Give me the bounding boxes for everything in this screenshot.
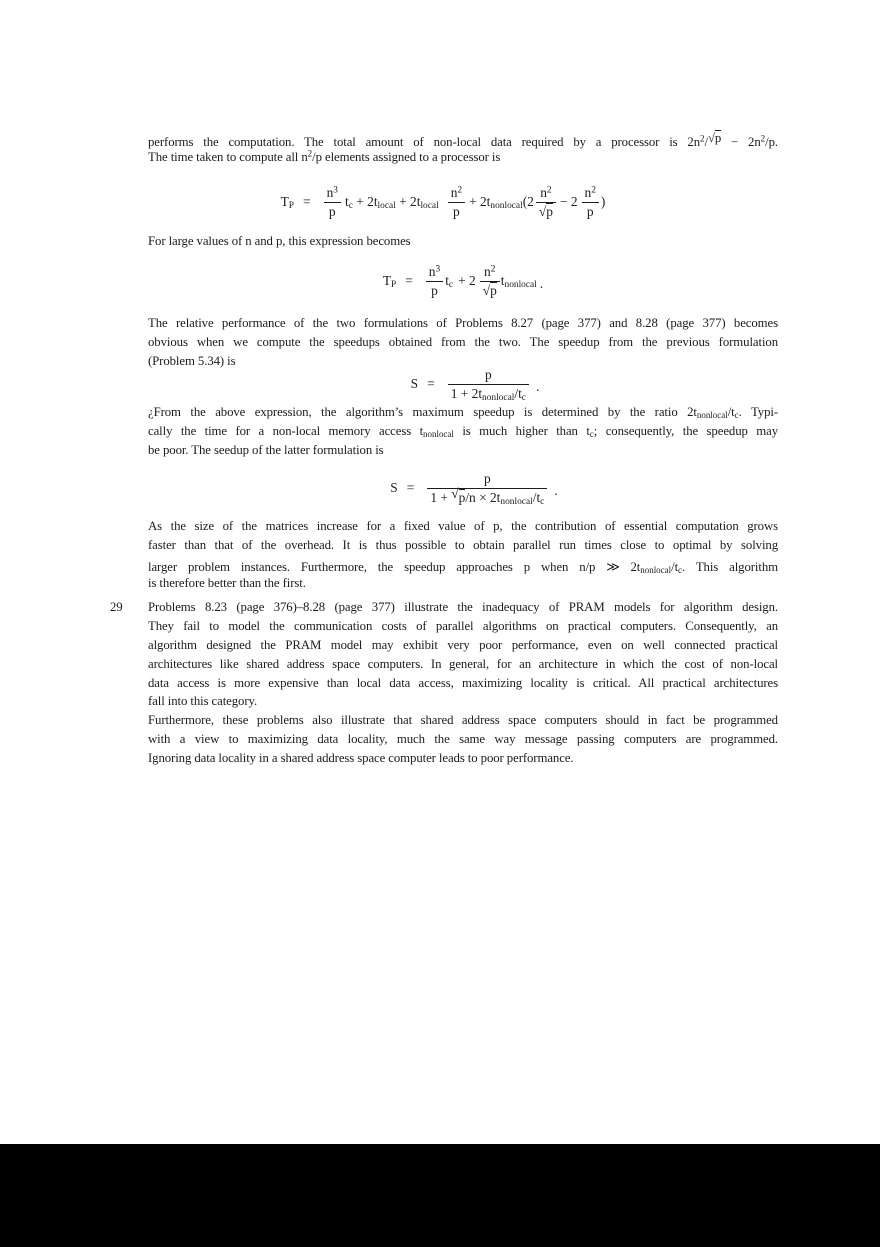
text-run: faster than that of the overhead. It is thus possible to obtain parallel run times close to optimal by solving [148,538,778,552]
text-run: The time taken to compute all n [148,150,308,165]
math-lhs: S [410,376,419,391]
text-line [148,131,778,150]
math-lhs [281,194,294,210]
radical-sign: √ [451,485,459,501]
text-run: /t [671,560,679,574]
math-run: 1 + 2t [450,385,483,401]
math-var: n [484,263,491,279]
text-line [148,232,778,251]
fraction [426,264,443,299]
math-var: t [344,194,349,209]
paragraph-matrix-size [148,517,778,591]
item-number: 29 [110,600,123,614]
text-run: /t [727,405,735,419]
plus-term: + 2 [458,273,476,288]
subscript: nonlocal [423,428,454,439]
fraction [448,367,529,402]
math-lhs: S [390,480,398,495]
equation-speedup-first [160,364,790,404]
text-line [148,730,778,749]
text-line [148,674,778,693]
subscript: nonlocal [500,496,533,507]
denominator [480,281,500,299]
superscript: 2 [457,184,463,195]
text-run: ; consequently, the speedup may [593,423,778,438]
numerator [448,185,465,202]
subscript: c [448,280,454,291]
minus-term: − 2 [559,194,578,209]
subscript: c [348,201,353,212]
text-line [148,517,778,536]
superscript: 3 [435,263,441,274]
paragraph-for-large-values [148,232,778,251]
text-line [148,333,778,352]
numerator [426,264,443,281]
fraction [582,185,599,220]
paragraph-item-29-continued [148,711,778,769]
text-line [148,749,778,768]
superscript: 2 [591,184,596,195]
superscript: 2 [760,133,766,144]
text-line [148,598,778,617]
subscript: local [420,201,439,212]
math-lhs [383,273,396,289]
text-run: For large values of n and p, this expression becomes [148,234,411,248]
math-run: + 2t [469,194,491,209]
text-run: ¿From the above expression, the algorithm’s maximum speedup is determined by the ratio 2t [148,405,697,419]
text-run: They fail to model the communication costs of parallel algorithms on practical computers. Consequently, an [148,618,778,633]
math-var: T [382,273,392,288]
denominator: p [324,202,341,220]
paragraph-item-29 [148,598,778,711]
paragraph-from-expression [148,403,778,460]
fraction [324,185,341,220]
radicand: p [458,489,466,505]
equation-parallel-time-simplified [148,256,778,306]
denominator: p [448,202,465,220]
text-run: be poor. The seedup of the latter formulation is [148,442,384,457]
text-run: / [704,135,708,149]
superscript: 3 [333,184,338,195]
sentence-period: . [554,483,558,498]
subscript: nonlocal [696,409,728,420]
equals-sign: = [405,273,413,288]
text-line [148,422,778,441]
denominator [536,202,556,220]
text-line [148,692,778,711]
sentence-period: . [535,379,540,394]
subscript: nonlocal [482,392,515,403]
text-line [148,655,778,674]
text-run: Furthermore, these problems also illustrate that shared address space computers should in fact be programmed [148,713,778,727]
math-run: + 2t [352,194,378,209]
subscript: c [521,392,526,403]
text-line [148,576,778,591]
equals-sign: = [303,194,311,209]
bottom-black-band [0,1144,880,1247]
text-run: . This algorithm [682,560,778,574]
paragraph-intro [148,131,778,165]
math-run: 1 + [430,489,452,505]
numerator [324,185,341,202]
numerator [536,185,556,202]
fraction-radical [480,264,500,299]
radical-sign: √ [482,282,491,298]
subscript: c [734,409,739,420]
text-run: Ignoring data locality in a shared address space computer leads to poor performance. [148,751,574,766]
math-run [501,273,537,289]
math-var: n [326,184,334,200]
equation-parallel-time-full [128,175,758,229]
subscript: P [288,201,295,212]
radical-sign: √ [707,131,715,145]
text-line [148,636,778,655]
math-var: n [450,184,458,200]
equals-sign: = [406,480,415,495]
text-run: /p. [765,135,778,149]
subscript: nonlocal [504,280,537,291]
text-run: cally the time for a non-local memory access t [148,423,424,438]
sentence-period: . [539,276,544,291]
numerator [582,185,599,202]
close-paren: ) [600,194,606,209]
denominator: p [582,202,599,220]
text-line [148,711,778,730]
text-run: fall into this category. [148,694,258,709]
equation-speedup-second [159,465,789,511]
text-line [148,441,778,460]
numerator: p [483,470,491,486]
denominator: p [426,281,443,299]
math-run [469,194,534,210]
text-line [148,557,778,576]
text-line [148,536,778,557]
math-run: /t [532,489,541,505]
subscript: c [540,496,545,507]
math-run: /t [514,385,522,401]
text-run: algorithm designed the PRAM model may exhibit very poor performance, even on well connected practical [148,637,778,652]
math-run: + 2t [395,194,421,209]
math-var: t [500,273,505,288]
paragraph-relative-performance [148,314,778,371]
subscript: P [391,280,397,291]
math-run [445,273,453,289]
text-run: larger problem instances. Furthermore, the speedup approaches p when n/p ≫ 2t [148,560,641,574]
denominator [448,384,529,402]
text-run: The relative performance of the two formulations of Problems 8.27 (page 377) and 8.28 (page 377) becomes [148,316,778,330]
math-var: n [540,184,547,200]
text-run: architectures like shared address space computers. In general, for an architecture in which the cost of non-local [148,656,778,671]
radicand: p [546,203,553,219]
text-run: . Typi- [738,405,778,419]
radicand: p [490,282,497,298]
text-run: /p elements assigned to a processor is [312,150,501,165]
math-run [345,194,439,210]
superscript: 2 [307,148,313,159]
math-var: T [280,194,289,209]
text-run: data access is more expensive than local data access, maximizing locality is critical. All practical architectures [148,675,778,690]
superscript: 2 [700,133,705,144]
text-line [148,314,778,333]
math-run: /n × 2t [465,489,501,505]
math-var: n [428,263,436,279]
numerator [480,264,500,281]
denominator [427,485,547,507]
text-line [148,617,778,636]
fraction [427,471,547,506]
fraction-radical [536,185,556,220]
math-var: n [584,184,592,200]
text-run: is much higher than t [453,423,590,438]
radicand: p [714,131,722,145]
text-line [148,403,778,422]
text-run: (Problem 5.34) is [148,353,236,368]
superscript: 2 [546,184,552,195]
text-run: As the size of the matrices increase for a fixed value of p, the contribution of essential computation grows [148,519,778,533]
text-run: Problems 8.23 (page 376)–8.28 (page 377) illustrate the inadequacy of PRAM models for algorithm design. [148,600,778,614]
text-run: − 2n [721,135,761,149]
text-line [148,150,778,165]
text-run: with a view to maximizing data locality, much the same way message passing computers are programmed. [148,732,778,747]
text-run: is therefore better than the first. [148,575,306,590]
subscript: nonlocal [640,564,672,575]
radical-expression [708,131,721,145]
subscript: local [377,201,396,212]
open-paren: (2 [522,194,534,209]
text-run: obvious when we compute the speedups obtained from the two. The speedup from the previous formulation [148,334,778,349]
subscript: nonlocal [490,201,523,212]
superscript: 2 [490,263,496,274]
math-var: t [445,273,449,288]
subscript: c [678,564,683,575]
numerator: p [484,366,492,382]
fraction [448,185,465,220]
text-run: performs the computation. The total amount of non-local data required by a processor is 2n [148,135,700,149]
subscript: c [589,428,594,439]
radical-sign: √ [538,203,547,219]
equals-sign: = [427,376,435,391]
